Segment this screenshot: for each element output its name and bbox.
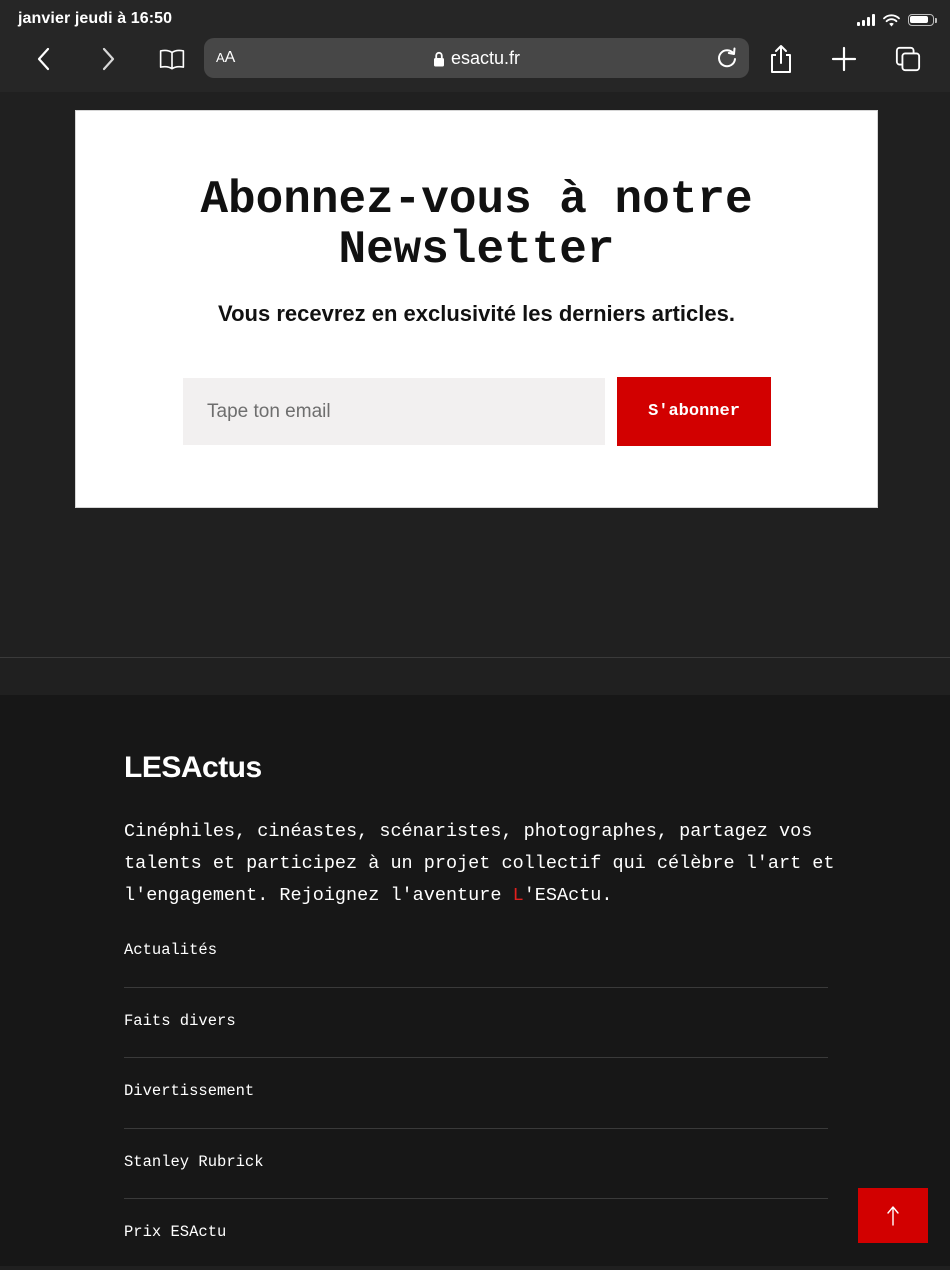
share-icon bbox=[768, 44, 794, 74]
footer-link-prix-esactu[interactable]: Prix ESActu bbox=[124, 1223, 227, 1241]
tabs-button[interactable] bbox=[889, 40, 927, 78]
tabs-icon bbox=[895, 45, 921, 73]
footer-description bbox=[124, 816, 839, 912]
forward-button[interactable] bbox=[89, 40, 127, 78]
address-bar[interactable] bbox=[204, 38, 749, 78]
share-button[interactable] bbox=[762, 40, 800, 78]
text-size-big-glyph: A bbox=[224, 49, 236, 66]
book-icon bbox=[159, 46, 185, 72]
status-icons bbox=[857, 12, 934, 28]
footer-nav bbox=[124, 917, 828, 1270]
newsletter-card bbox=[75, 110, 878, 508]
footer-link-actualites[interactable]: Actualités bbox=[124, 941, 218, 959]
footer-nav-item bbox=[124, 917, 828, 988]
footer-link-faits-divers[interactable]: Faits divers bbox=[124, 1011, 236, 1030]
new-tab-button[interactable] bbox=[825, 40, 863, 78]
battery-icon bbox=[908, 14, 934, 26]
footer-description-accent: L bbox=[512, 885, 524, 906]
text-size-small-glyph: A bbox=[216, 50, 225, 65]
reload-button[interactable] bbox=[711, 42, 743, 74]
reload-icon bbox=[715, 46, 739, 70]
chevron-right-icon bbox=[100, 47, 116, 71]
footer-description-end: 'ESActu. bbox=[523, 885, 613, 906]
email-input[interactable] bbox=[183, 378, 605, 445]
newsletter-title: Abonnez-vous à notre Newsletter bbox=[200, 174, 753, 276]
footer-nav-item bbox=[124, 1199, 828, 1270]
footer-brand-logo[interactable]: LESActus bbox=[124, 751, 262, 784]
wifi-icon bbox=[883, 14, 900, 27]
footer-link-divertissement[interactable]: Divertissement bbox=[124, 1082, 255, 1100]
plus-icon bbox=[831, 46, 857, 72]
site-footer bbox=[0, 695, 950, 1266]
url-text: esactu.fr bbox=[450, 48, 521, 68]
chevron-left-icon bbox=[36, 47, 52, 71]
newsletter-subtitle: Vous recevrez en exclusivité les derniers articles. bbox=[218, 301, 735, 326]
status-time: janvier jeudi à 16:50 bbox=[18, 10, 173, 27]
battery-level bbox=[910, 16, 928, 23]
back-button[interactable] bbox=[25, 40, 63, 78]
footer-description-text: Cinéphiles, cinéastes, scénaristes, photographes, partagez vos talents et participez à un projet collectif qui célèbre l'art et l'engagement. Rejoignez l'aventure bbox=[124, 821, 835, 906]
section-divider bbox=[0, 657, 950, 658]
lock-icon bbox=[433, 51, 445, 67]
arrow-up-icon bbox=[886, 1205, 900, 1227]
footer-nav-item bbox=[124, 1129, 828, 1200]
footer-nav-item bbox=[124, 988, 828, 1059]
footer-link-stanley-rubrick[interactable]: Stanley Rubrick bbox=[124, 1152, 264, 1171]
cellular-signal-icon bbox=[857, 14, 875, 26]
bookmarks-button[interactable] bbox=[153, 40, 191, 78]
subscribe-button[interactable]: S'abonner bbox=[617, 377, 771, 446]
url-display[interactable] bbox=[204, 48, 749, 69]
footer-nav-item bbox=[124, 1058, 828, 1129]
browser-chrome bbox=[0, 0, 950, 92]
back-to-top-button[interactable] bbox=[858, 1188, 928, 1243]
